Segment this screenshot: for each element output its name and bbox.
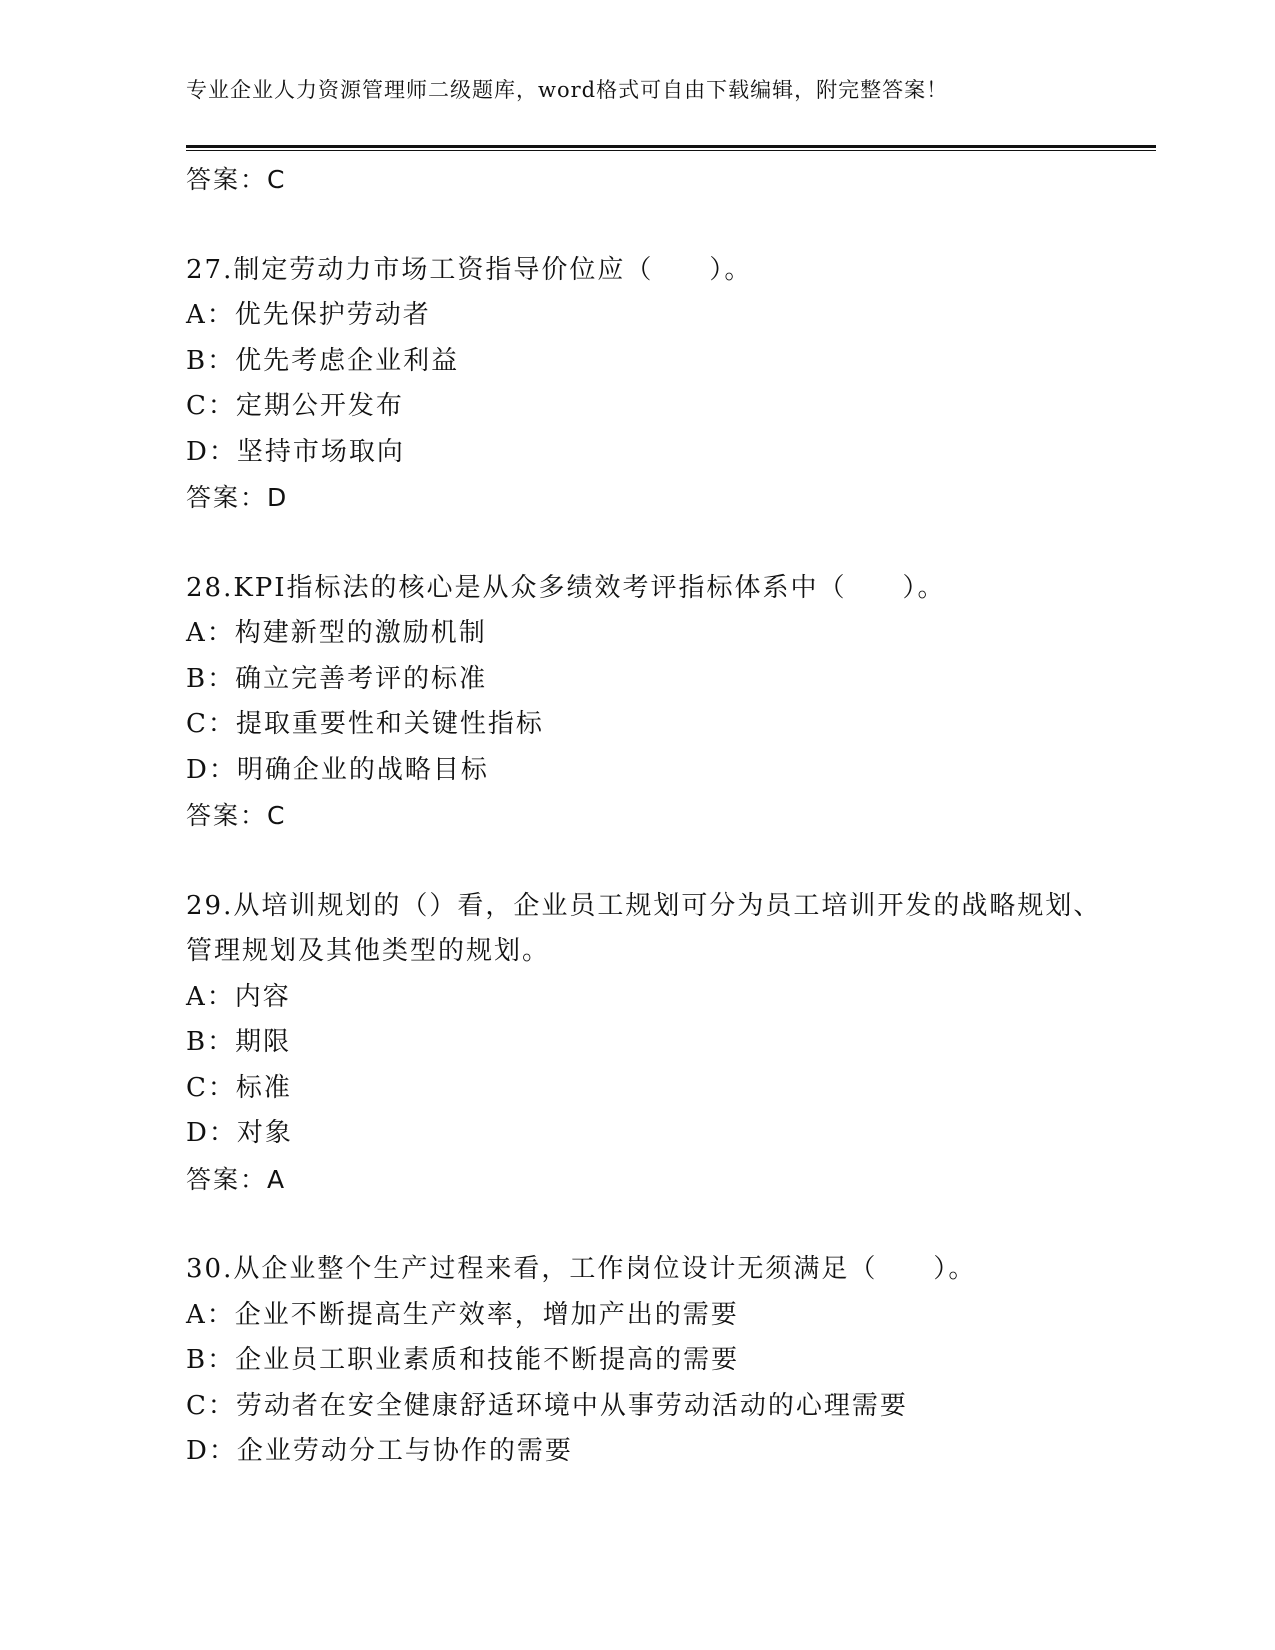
option-b: B：优先考虑企业利益 [186,345,460,376]
option-d: D：对象 [186,1118,293,1148]
option-a: A：内容 [186,981,291,1012]
question-27 [186,248,1106,521]
question-stem: 28.KPI指标法的核心是从众多绩效考评指标体系中（ ）。 [186,572,946,603]
option-a: A：企业不断提高生产效率，增加产出的需要 [186,1299,739,1330]
option-c: C：提取重要性和关键性指标 [186,709,544,739]
option-d: D：明确企业的战略目标 [186,754,489,785]
question-stem: 27.制定劳动力市场工资指导价位应（ ）。 [186,254,753,285]
question-list [186,157,1106,1475]
option-d: D：坚持市场取向 [186,436,405,467]
answer-line: 答案：C [186,165,287,194]
option-c: C：定期公开发布 [186,391,404,421]
option-b: B：期限 [186,1027,292,1057]
option-b: B：确立完善考评的标准 [186,663,488,694]
page-header: 专业企业人力资源管理师二级题库，word格式可自由下载编辑，附完整答案！ [186,78,949,102]
header-rule [186,145,1156,148]
question-29 [186,884,1106,1203]
answer-line: 答案：C [186,801,287,830]
answer-line: 答案：D [186,483,289,512]
option-c: C：标准 [186,1072,292,1103]
option-a: A：优先保护劳动者 [186,300,431,330]
question-stem: 29.从培训规划的（）看，企业员工规划可分为员工培训开发的战略规划、管理规划及其他类型的规划。 [186,890,1102,966]
question-28 [186,566,1106,839]
question-stem: 30.从企业整个生产过程来看，工作岗位设计无须满足（ ）。 [186,1254,977,1284]
option-d: D：企业劳动分工与协作的需要 [186,1436,573,1466]
option-a: A：构建新型的激励机制 [186,618,487,648]
option-b: B：企业员工职业素质和技能不断提高的需要 [186,1345,740,1375]
header-rule-thin [186,150,1156,151]
option-c: C：劳动者在安全健康舒适环境中从事劳动活动的心理需要 [186,1390,908,1421]
question-30 [186,1247,1106,1475]
answer-line: 答案：A [186,1164,287,1194]
